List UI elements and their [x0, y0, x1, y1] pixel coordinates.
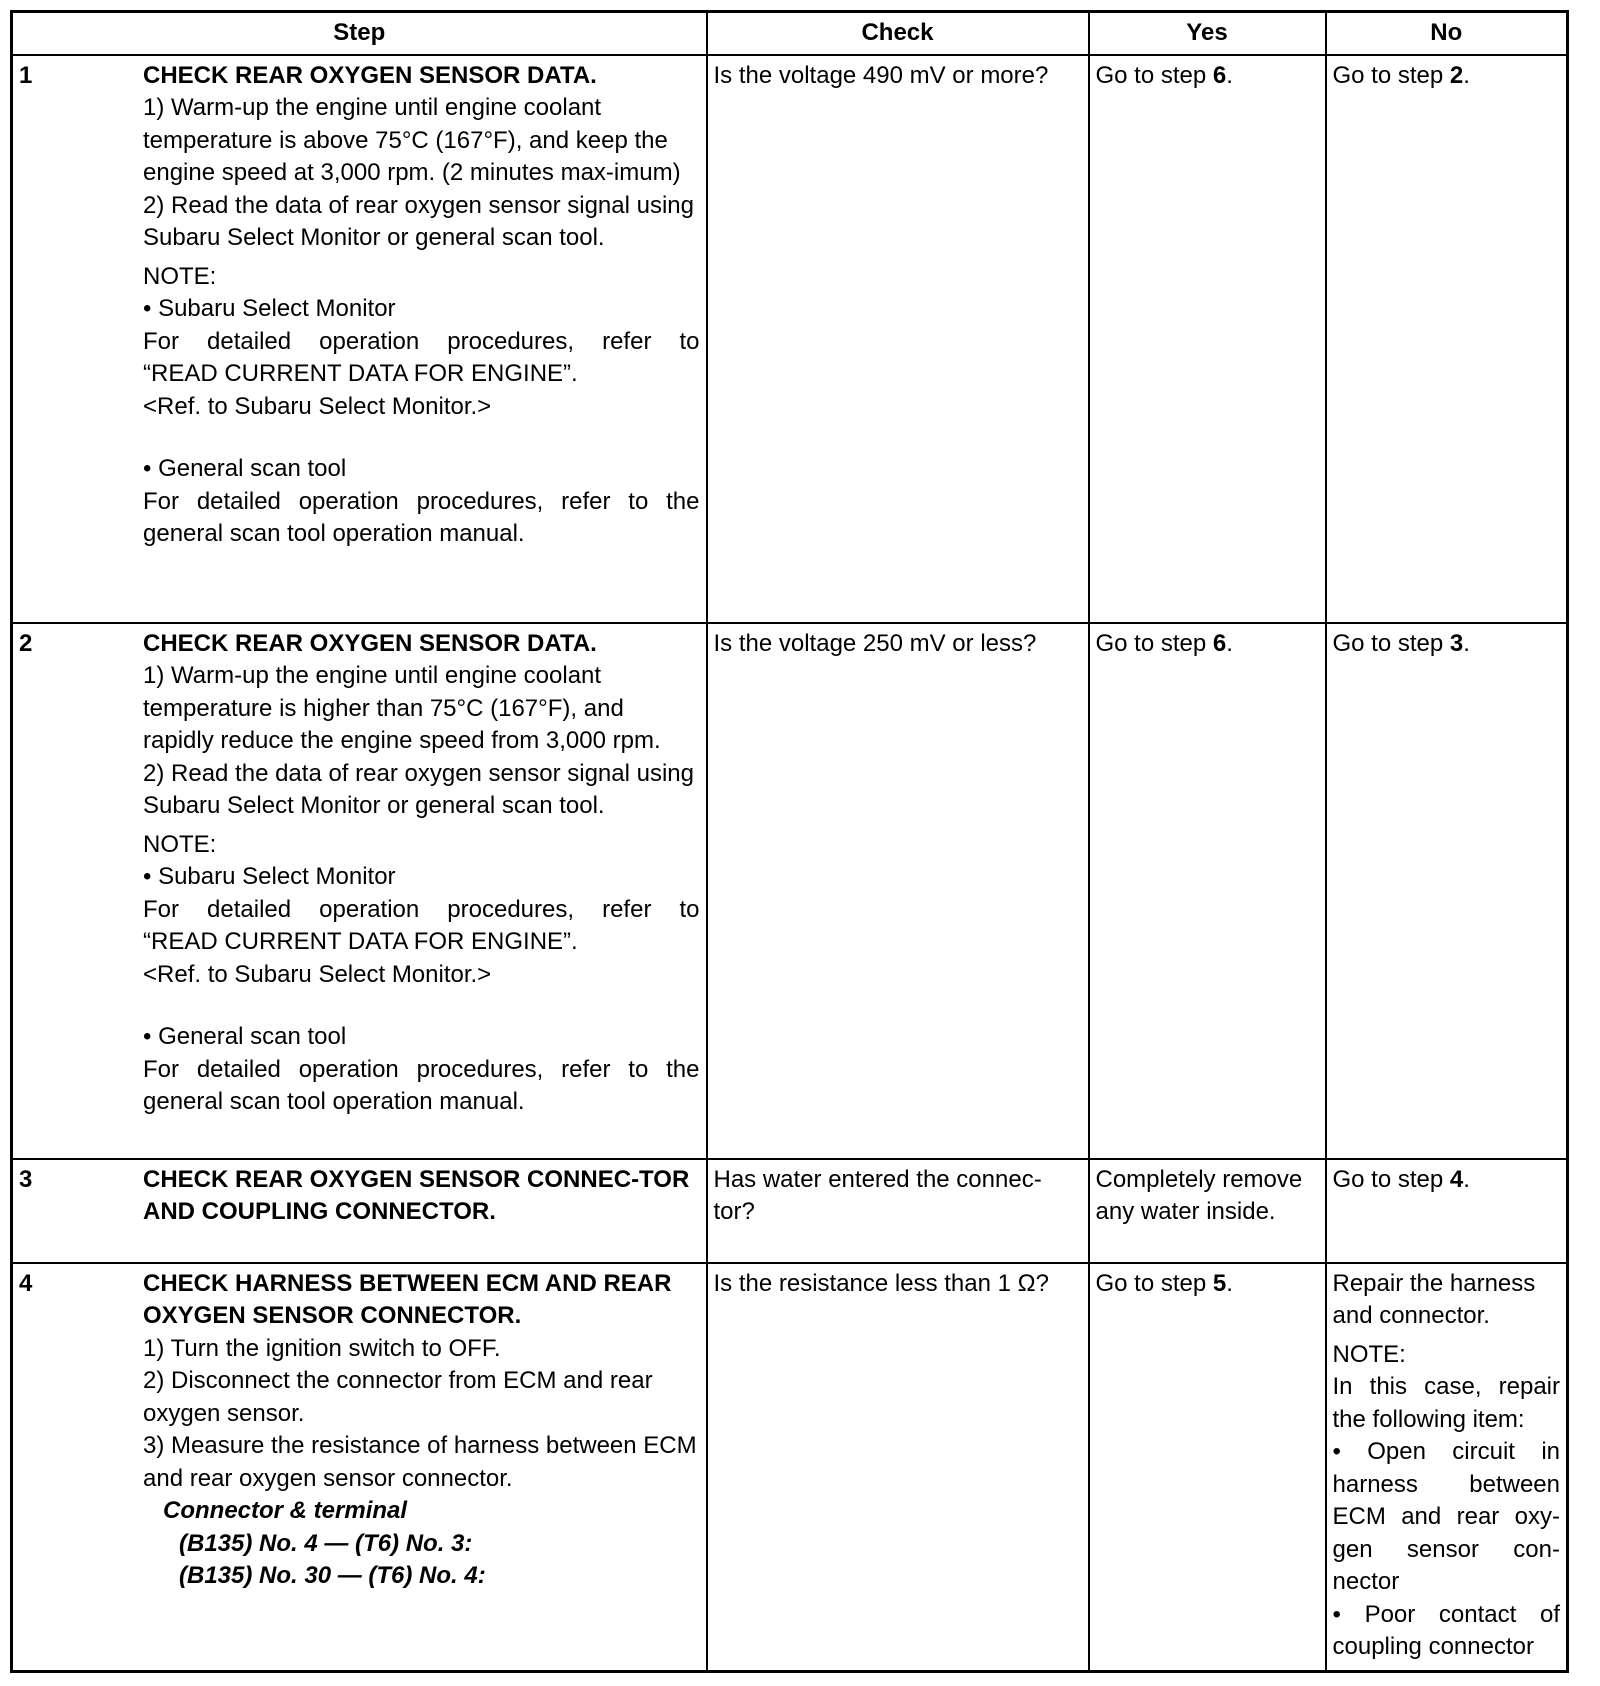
step-ref: 5: [1212, 1269, 1227, 1297]
header-check: Check: [707, 12, 1089, 55]
table-row: [12, 55, 1568, 623]
step-instruction: 2) Read the data of rear oxygen sensor signal using Subaru Select Monitor or general scan tool.: [143, 191, 695, 251]
step-instruction: 1) Warm-up the engine until engine coolant temperature is above 75°C (167°F), and keep the engine speed at 3,000 rpm. (2 minutes max-imum): [143, 94, 681, 186]
note-item: • Open circuit in harness between ECM and rear oxy-gen sensor con-nector: [1332, 1438, 1560, 1595]
step-number: 1: [19, 61, 33, 89]
header-no: No: [1326, 12, 1568, 55]
step-number: 2: [19, 629, 33, 657]
note-detail: For detailed operation procedures, refer to: [143, 327, 700, 355]
step-instruction: 1) Warm-up the engine until engine coolant temperature is higher than 75°C (167°F), and rapidly reduce the engine speed from 3,000 rpm.: [143, 662, 661, 754]
note-label: NOTE:: [143, 262, 217, 290]
note-detail: For detailed operation procedures, refer to the: [143, 487, 700, 515]
yes-cell: Go to step 6.: [1089, 55, 1326, 623]
step-ref: 6: [1212, 629, 1227, 657]
step-instruction: 2) Read the data of rear oxygen sensor signal using Subaru Select Monitor or general scan tool.: [143, 759, 695, 819]
step-number: 3: [19, 1165, 33, 1193]
note-bullet: • General scan tool: [143, 1023, 347, 1050]
connector-label: Connector & terminal: [163, 1497, 408, 1524]
check-cell: Is the voltage 490 mV or more?: [707, 55, 1089, 623]
no-cell: Go to step 4.: [1326, 1159, 1568, 1263]
step-body: [143, 628, 700, 1119]
step-body: [143, 1268, 700, 1593]
table-row: [12, 623, 1568, 1159]
check-cell: Has water entered the connec-tor?: [707, 1159, 1089, 1263]
note-item: • Poor contact of coupling connector: [1332, 1600, 1560, 1660]
diagnostic-table: [10, 10, 1569, 1673]
step-cell: [12, 1263, 707, 1672]
header-row: [12, 12, 1568, 55]
step-ref: 6: [1212, 61, 1227, 89]
step-body: [143, 60, 700, 551]
note-label: NOTE:: [143, 830, 217, 858]
step-body: [143, 1164, 700, 1229]
step-title: CHECK HARNESS BETWEEN ECM AND REAR OXYGEN SENSOR CONNECTOR.: [143, 1269, 672, 1329]
note-detail: “READ CURRENT DATA FOR ENGINE”.: [143, 928, 578, 955]
note-detail: general scan tool operation manual.: [143, 520, 525, 547]
connector-terminal: (B135) No. 4 — (T6) No. 3:: [179, 1529, 473, 1557]
connector-terminal: (B135) No. 30 — (T6) No. 4:: [179, 1562, 486, 1589]
note-detail: general scan tool operation manual.: [143, 1088, 525, 1115]
note-bullet: • Subaru Select Monitor: [143, 863, 396, 890]
step-number: 4: [19, 1269, 33, 1297]
step-cell: [12, 55, 707, 623]
step-instruction: 1) Turn the ignition switch to OFF.: [143, 1334, 501, 1362]
note-detail: “READ CURRENT DATA FOR ENGINE”.: [143, 360, 578, 387]
note-label: NOTE:: [1332, 1340, 1406, 1368]
step-instruction: 3) Measure the resistance of harness between ECM and rear oxygen sensor connector.: [143, 1432, 697, 1492]
step-ref: 2: [1449, 61, 1464, 89]
no-cell: [1326, 1263, 1568, 1672]
header-yes: Yes: [1089, 12, 1326, 55]
note-bullet: • Subaru Select Monitor: [143, 295, 396, 322]
step-title: CHECK REAR OXYGEN SENSOR DATA.: [143, 61, 597, 89]
no-cell: Go to step 3.: [1326, 623, 1568, 1159]
yes-cell: Completely remove any water inside.: [1089, 1159, 1326, 1263]
table-row: [12, 1159, 1568, 1263]
no-action: Repair the harness and connector.: [1332, 1269, 1536, 1329]
yes-cell: Go to step 5.: [1089, 1263, 1326, 1672]
step-ref: 4: [1449, 1165, 1464, 1193]
yes-cell: Go to step 6.: [1089, 623, 1326, 1159]
note-bullet: • General scan tool: [143, 455, 347, 482]
table-row: [12, 1263, 1568, 1672]
note-detail: For detailed operation procedures, refer to: [143, 895, 700, 923]
step-title: CHECK REAR OXYGEN SENSOR CONNEC-TOR AND COUPLING CONNECTOR.: [143, 1165, 690, 1225]
check-cell: Is the resistance less than 1 Ω?: [707, 1263, 1089, 1672]
step-cell: [12, 623, 707, 1159]
note-detail: For detailed operation procedures, refer to the: [143, 1055, 700, 1083]
check-cell: Is the voltage 250 mV or less?: [707, 623, 1089, 1159]
note-text: In this case, repair the following item:: [1332, 1373, 1560, 1433]
step-cell: [12, 1159, 707, 1263]
step-instruction: 2) Disconnect the connector from ECM and rear oxygen sensor.: [143, 1367, 653, 1427]
step-title: CHECK REAR OXYGEN SENSOR DATA.: [143, 629, 597, 657]
step-ref: 3: [1449, 629, 1464, 657]
note-reference: <Ref. to Subaru Select Monitor.>: [143, 960, 492, 988]
header-step: Step: [12, 12, 707, 55]
no-cell: Go to step 2.: [1326, 55, 1568, 623]
note-reference: <Ref. to Subaru Select Monitor.>: [143, 392, 492, 420]
